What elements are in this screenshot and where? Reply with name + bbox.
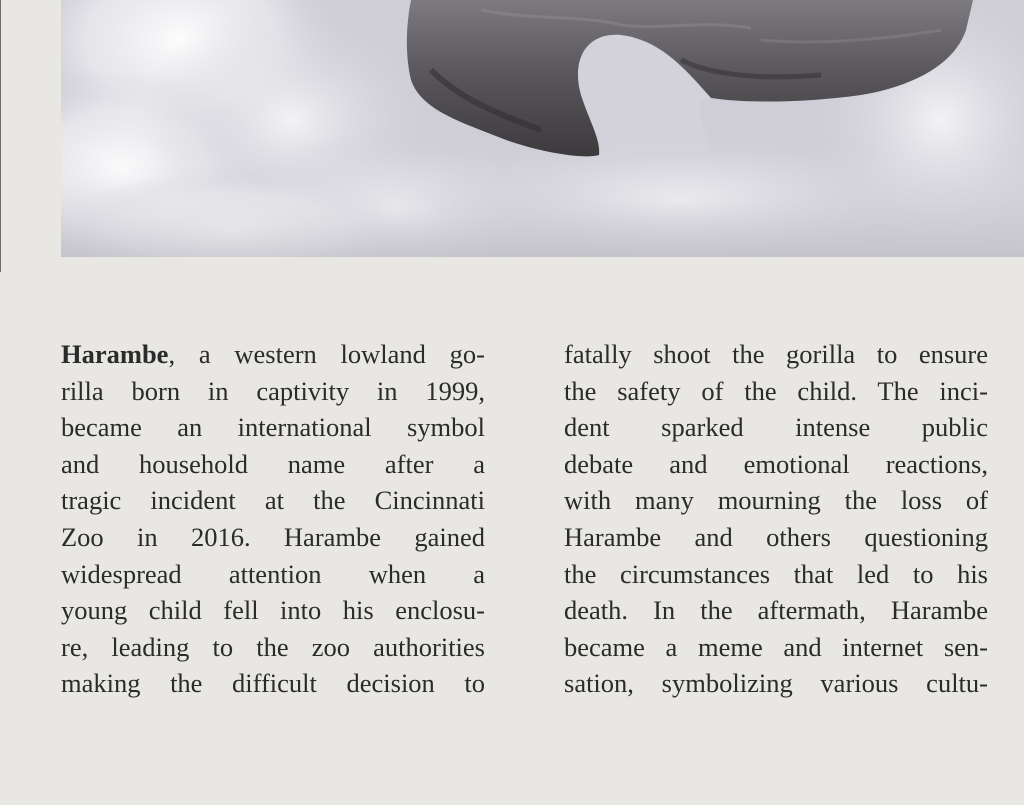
article-line: making the difficult decision to (61, 668, 485, 699)
article-column-right (564, 336, 988, 702)
article-line: became a meme and internet sen- (564, 631, 988, 662)
article-line: rilla born in captivity in 1999, (61, 375, 485, 406)
article-line: with many mourning the loss of (564, 485, 988, 516)
article-line: fatally shoot the gorilla to ensure (564, 339, 988, 369)
article-line: and household name after a (61, 448, 485, 479)
article-line: the safety of the child. The inci- (564, 375, 988, 406)
article-line: sation, symbolizing various cultu- (564, 668, 988, 699)
article-line: dent sparked intense public (564, 412, 988, 443)
article-line: re, leading to the zoo authorities (61, 631, 485, 662)
article-line: widespread attention when a (61, 558, 485, 589)
article-line: Zoo in 2016. Harambe gained (61, 521, 485, 552)
article-line: became an international symbol (61, 412, 485, 443)
article-line: debate and emotional reactions, (564, 448, 988, 479)
article-line: death. In the aftermath, Harambe (564, 595, 988, 626)
article-line-text: , a western lowland go- (168, 339, 485, 369)
article-line: Harambe and others questioning (564, 521, 988, 552)
article-column-left (61, 336, 485, 702)
article-line (61, 336, 485, 373)
hero-image (61, 0, 1024, 257)
page-edge-rule (0, 0, 1, 272)
subject-name: Harambe (61, 339, 169, 369)
article-line: tragic incident at the Cincinnati (61, 485, 485, 516)
hero-image-artwork (61, 0, 1024, 257)
article-line: young child fell into his enclosu- (61, 595, 485, 626)
article-line: the circumstances that led to his (564, 558, 988, 589)
